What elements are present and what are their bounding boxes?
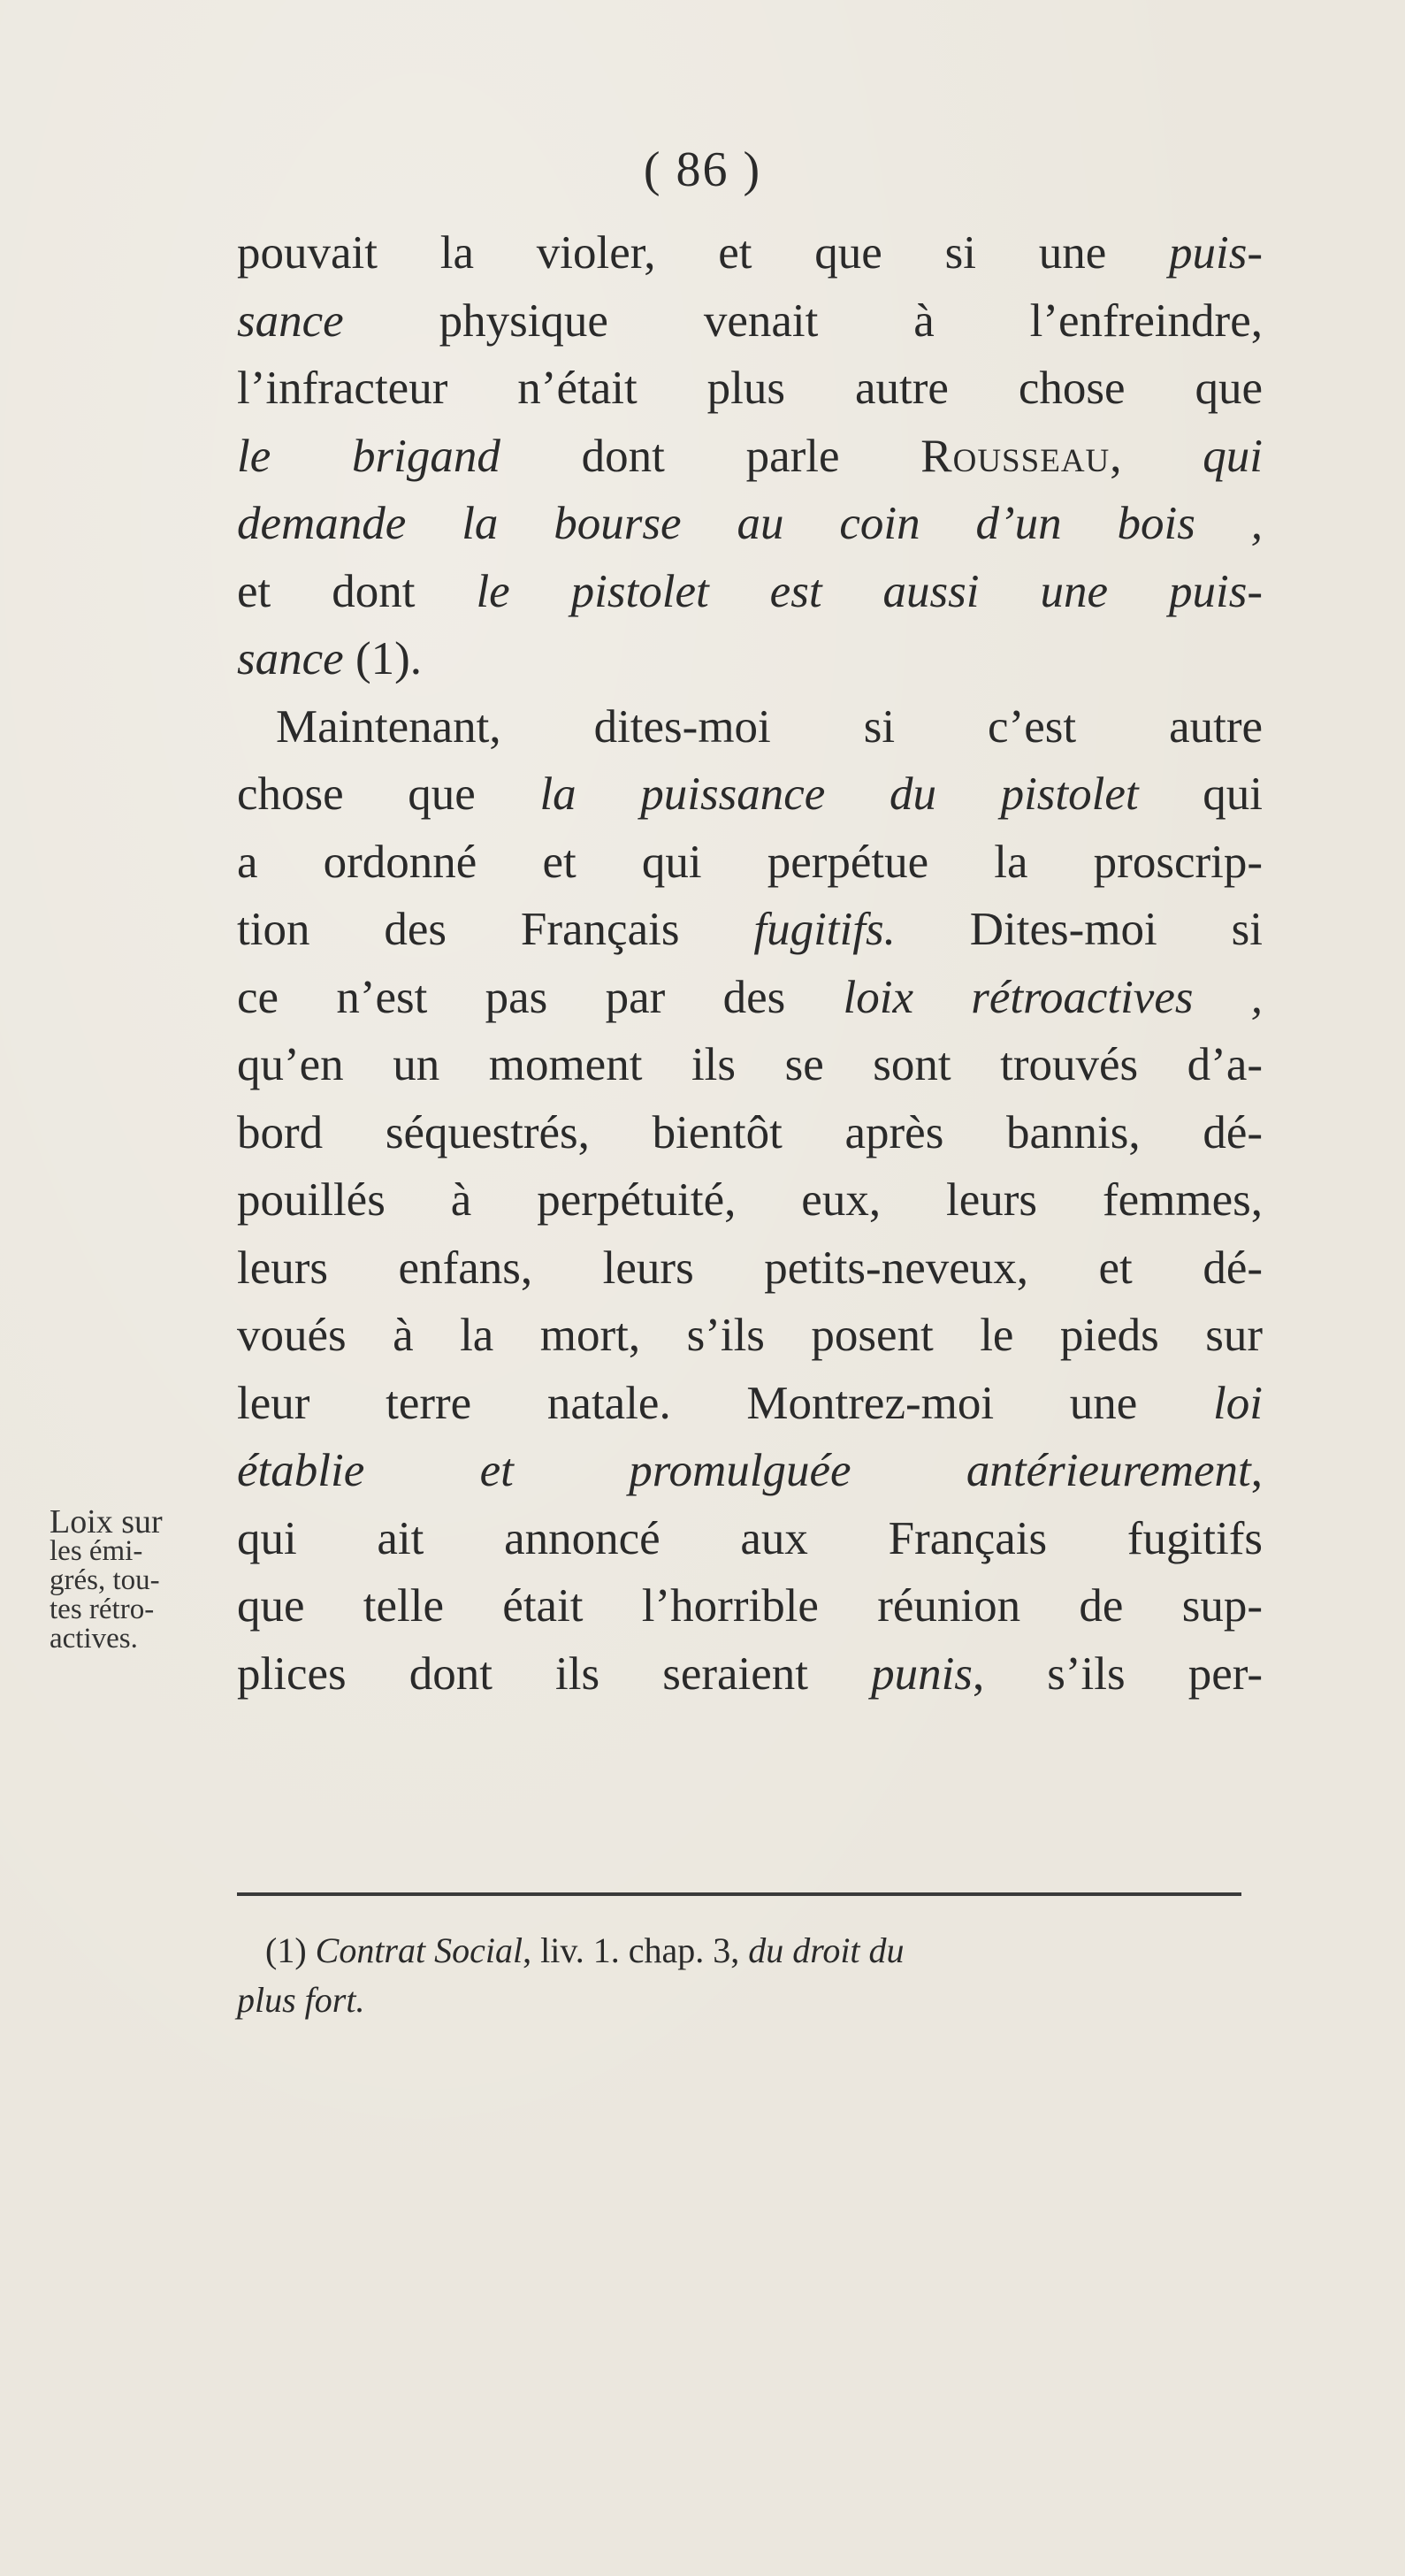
text-run: Dites-moi si bbox=[895, 904, 1263, 955]
text-line bbox=[237, 558, 1263, 626]
italic-run: punis bbox=[871, 1647, 973, 1700]
main-text bbox=[237, 219, 1263, 1708]
margin-note-line: actives. bbox=[50, 1623, 138, 1655]
margin-note-line: Loix sur bbox=[50, 1503, 163, 1540]
text-line: a ordonné et qui perpétue la proscrip- bbox=[237, 836, 1263, 888]
text-line bbox=[237, 1437, 1263, 1505]
italic-run: du droit du bbox=[748, 1930, 905, 1970]
text-run: et dont bbox=[237, 565, 477, 617]
italic-run: qui bbox=[1203, 430, 1263, 482]
margin-note-line: grés, tou- bbox=[50, 1564, 160, 1596]
text-run: pouvait la violer, et que si une bbox=[237, 227, 1169, 279]
text-line: demande la bourse au coin d’un bois , bbox=[237, 498, 1263, 549]
text-run: leur terre natale. Montrez-moi une bbox=[237, 1377, 1214, 1429]
italic-run: puis- bbox=[1169, 227, 1263, 279]
italic-run: le pistolet est aussi une puis- bbox=[476, 565, 1263, 617]
text-line bbox=[237, 1370, 1263, 1438]
text-line bbox=[237, 219, 1263, 287]
italic-run: le brigand bbox=[237, 430, 500, 482]
text-line bbox=[237, 625, 1263, 693]
text-line: qu’en un moment ils se sont trouvés d’a- bbox=[237, 1039, 1263, 1090]
text-run: , s’ils per- bbox=[972, 1647, 1263, 1700]
italic-run: loix rétroactives , bbox=[843, 971, 1264, 1023]
text-line: bord séquestrés, bientôt après bannis, dé- bbox=[237, 1106, 1263, 1158]
text-line bbox=[237, 1640, 1263, 1708]
text-line: pouillés à perpétuité, eux, leurs femmes, bbox=[237, 1174, 1263, 1226]
author-name: Rousseau bbox=[920, 430, 1111, 482]
text-run: qui bbox=[1138, 768, 1263, 820]
margin-note-line: tes rétro- bbox=[50, 1594, 155, 1625]
page-number: ( 86 ) bbox=[643, 142, 762, 197]
italic-run: sance bbox=[237, 294, 344, 347]
text-run: , bbox=[1110, 430, 1203, 482]
text-run: chose que bbox=[237, 768, 540, 820]
text-line bbox=[237, 287, 1263, 355]
footnote-title: Contrat Social bbox=[315, 1930, 523, 1970]
text-line: qui ait annoncé aux Français fugitifs bbox=[237, 1512, 1263, 1564]
text-run: physique venait à l’enfreindre, bbox=[343, 294, 1263, 347]
italic-run: la puissance du pistolet bbox=[539, 768, 1139, 820]
text-run: plices dont ils seraient bbox=[237, 1647, 872, 1700]
margin-note-line: les émi- bbox=[50, 1535, 143, 1567]
text-run: , bbox=[1250, 1445, 1263, 1496]
text-line bbox=[237, 423, 1263, 491]
text-run: tion des Français bbox=[237, 904, 754, 955]
text-line: voués à la mort, s’ils posent le pieds sur bbox=[237, 1310, 1263, 1361]
footnote-line: plus fort. bbox=[237, 1980, 365, 2020]
margin-note bbox=[50, 1503, 209, 1655]
footnote-divider bbox=[237, 1892, 1241, 1896]
text-line bbox=[237, 896, 1263, 964]
italic-run: établie et promulguée antérieurement bbox=[237, 1445, 1251, 1496]
text-line bbox=[237, 964, 1263, 1032]
text-run: ce n’est pas par des bbox=[237, 971, 844, 1023]
text-line: l’infracteur n’était plus autre chose que bbox=[237, 363, 1263, 414]
italic-run: fugitifs. bbox=[753, 904, 896, 955]
text-run: , liv. 1. chap. 3, bbox=[523, 1930, 749, 1970]
footnote-line bbox=[265, 1926, 1247, 1976]
text-line: Maintenant, dites-moi si c’est autre bbox=[276, 700, 1263, 753]
text-line: que telle était l’horrible réunion de sup- bbox=[237, 1580, 1263, 1632]
italic-run: loi bbox=[1213, 1377, 1263, 1429]
italic-run: sance bbox=[237, 633, 344, 684]
footnote-reference: (1). bbox=[343, 633, 422, 684]
footnote bbox=[237, 1926, 1247, 2025]
text-line bbox=[237, 761, 1263, 829]
text-run: dont parle bbox=[500, 430, 921, 482]
footnote-marker: (1) bbox=[265, 1930, 316, 1970]
text-line: leurs enfans, leurs petits-neveux, et dé- bbox=[237, 1242, 1263, 1294]
